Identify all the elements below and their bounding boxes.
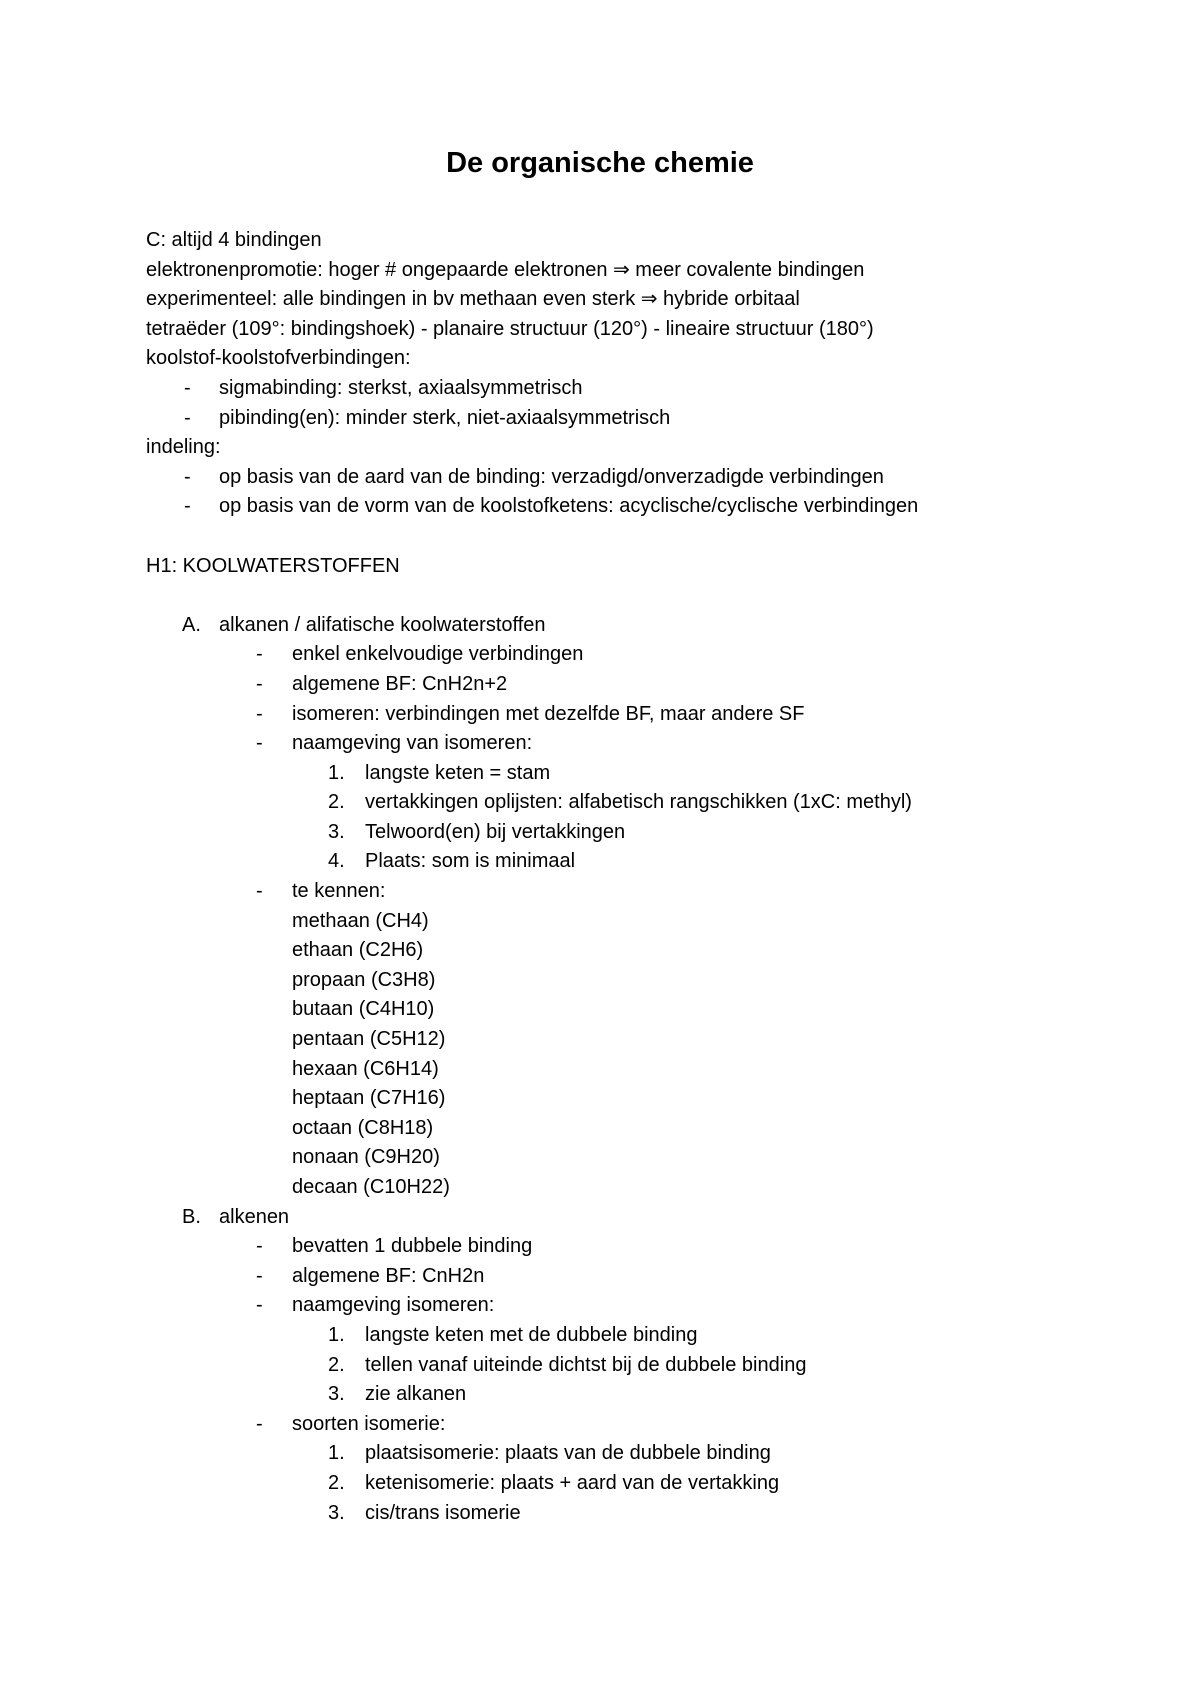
dash-marker: - xyxy=(256,702,263,725)
numbered-item xyxy=(146,759,1146,789)
section-heading-b xyxy=(146,1203,1146,1233)
number-marker: 1. xyxy=(328,1442,345,1465)
list-item-text: pibinding(en): minder sterk, niet-axiaalsymmetrisch xyxy=(219,406,671,429)
alkane-name: octaan (C8H18) xyxy=(292,1116,434,1139)
numbered-item-text: ketenisomerie: plaats + aard van de vertakking xyxy=(365,1471,780,1494)
list-item-text: algemene BF: CnH2n+2 xyxy=(292,672,508,695)
list-item-text: te kennen: xyxy=(292,880,386,903)
list-item xyxy=(146,1410,1146,1440)
alkane-entry xyxy=(146,995,1146,1025)
number-marker: 3. xyxy=(328,1383,345,1406)
letter-marker: B. xyxy=(182,1205,201,1228)
indeling-label: indeling: xyxy=(146,436,221,459)
section-label: alkenen xyxy=(219,1205,290,1228)
number-marker: 4. xyxy=(328,850,345,873)
dash-marker: - xyxy=(256,643,263,666)
list-item-text: algemene BF: CnH2n xyxy=(292,1264,485,1287)
dash-marker: - xyxy=(184,376,191,399)
list-item xyxy=(146,1291,1146,1321)
alkane-entry xyxy=(146,1143,1146,1173)
section-label: alkanen / alifatische koolwaterstoffen xyxy=(219,613,546,636)
intro-line: elektronenpromotie: hoger # ongepaarde elektronen ⇒ meer covalente bindingen xyxy=(146,258,865,281)
dash-marker: - xyxy=(256,672,263,695)
list-item-text: naamgeving van isomeren: xyxy=(292,732,533,755)
numbered-item xyxy=(146,1469,1146,1499)
intro-line: experimenteel: alle bindingen in bv methaan even sterk ⇒ hybride orbitaal xyxy=(146,288,800,311)
alkane-name: methaan (CH4) xyxy=(292,909,429,932)
dash-marker: - xyxy=(184,406,191,429)
dash-marker: - xyxy=(184,495,191,518)
dash-marker: - xyxy=(256,880,263,903)
document-body xyxy=(146,226,1146,1528)
spacer xyxy=(146,581,1146,611)
alkane-entry xyxy=(146,1055,1146,1085)
dash-marker: - xyxy=(184,465,191,488)
section-heading-a xyxy=(146,611,1146,641)
list-item-text: op basis van de vorm van de koolstofketens: acyclische/cyclische verbindingen xyxy=(219,495,919,518)
list-item xyxy=(146,463,1146,493)
number-marker: 2. xyxy=(328,1353,345,1376)
list-item xyxy=(146,700,1146,730)
alkane-entry xyxy=(146,1114,1146,1144)
alkane-entry xyxy=(146,966,1146,996)
number-marker: 1. xyxy=(328,1323,345,1346)
alkane-name: hexaan (C6H14) xyxy=(292,1057,439,1080)
number-marker: 2. xyxy=(328,1471,345,1494)
alkane-name: nonaan (C9H20) xyxy=(292,1146,440,1169)
alkane-name: propaan (C3H8) xyxy=(292,968,436,991)
list-item-text: isomeren: verbindingen met dezelfde BF, maar andere SF xyxy=(292,702,805,725)
numbered-item-text: zie alkanen xyxy=(365,1383,467,1406)
list-item-text: soorten isomerie: xyxy=(292,1412,446,1435)
numbered-item xyxy=(146,788,1146,818)
dash-marker: - xyxy=(256,732,263,755)
list-item-text: naamgeving isomeren: xyxy=(292,1294,495,1317)
list-item-text: sigmabinding: sterkst, axiaalsymmetrisch xyxy=(219,376,583,399)
number-marker: 2. xyxy=(328,791,345,814)
list-item xyxy=(146,1262,1146,1292)
dash-marker: - xyxy=(256,1264,263,1287)
list-item-text: enkel enkelvoudige verbindingen xyxy=(292,643,584,666)
numbered-item-text: cis/trans isomerie xyxy=(365,1501,521,1524)
list-item-text: op basis van de aard van de binding: verzadigd/onverzadigde verbindingen xyxy=(219,465,884,488)
numbered-item xyxy=(146,1351,1146,1381)
numbered-item xyxy=(146,1499,1146,1529)
alkane-entry xyxy=(146,907,1146,937)
intro-line: tetraëder (109°: bindingshoek) - planaire structuur (120°) - lineaire structuur (180°) xyxy=(146,317,874,340)
dash-marker: - xyxy=(256,1412,263,1435)
list-item-text: bevatten 1 dubbele binding xyxy=(292,1235,533,1258)
numbered-item-text: Telwoord(en) bij vertakkingen xyxy=(365,820,626,843)
dash-marker: - xyxy=(256,1294,263,1317)
number-marker: 1. xyxy=(328,761,345,784)
numbered-item-text: tellen vanaf uiteinde dichtst bij de dubbele binding xyxy=(365,1353,807,1376)
list-item xyxy=(146,492,1146,522)
intro-line: koolstof-koolstofverbindingen: xyxy=(146,347,411,370)
chapter-heading: H1: KOOLWATERSTOFFEN xyxy=(146,554,400,577)
number-marker: 3. xyxy=(328,1501,345,1524)
list-item xyxy=(146,1232,1146,1262)
list-item xyxy=(146,404,1146,434)
alkane-name: butaan (C4H10) xyxy=(292,998,435,1021)
numbered-item-text: langste keten = stam xyxy=(365,761,551,784)
alkane-entry xyxy=(146,1173,1146,1203)
intro-line: C: altijd 4 bindingen xyxy=(146,229,322,251)
spacer xyxy=(146,522,1146,552)
list-item xyxy=(146,374,1146,404)
alkane-entry xyxy=(146,936,1146,966)
document-title: De organische chemie xyxy=(446,147,754,179)
numbered-item-text: Plaats: som is minimaal xyxy=(365,850,576,873)
numbered-item xyxy=(146,1321,1146,1351)
alkane-name: ethaan (C2H6) xyxy=(292,939,424,962)
numbered-item-text: plaatsisomerie: plaats van de dubbele binding xyxy=(365,1442,771,1465)
list-item xyxy=(146,877,1146,907)
numbered-item xyxy=(146,1439,1146,1469)
alkane-entry xyxy=(146,1084,1146,1114)
list-item xyxy=(146,729,1146,759)
numbered-item-text: langste keten met de dubbele binding xyxy=(365,1323,698,1346)
numbered-item xyxy=(146,818,1146,848)
letter-marker: A. xyxy=(182,613,201,636)
number-marker: 3. xyxy=(328,820,345,843)
list-item xyxy=(146,670,1146,700)
dash-marker: - xyxy=(256,1235,263,1258)
numbered-item-text: vertakkingen oplijsten: alfabetisch rangschikken (1xC: methyl) xyxy=(365,791,912,814)
numbered-item xyxy=(146,1380,1146,1410)
alkane-entry xyxy=(146,1025,1146,1055)
alkane-name: decaan (C10H22) xyxy=(292,1176,450,1198)
alkane-name: heptaan (C7H16) xyxy=(292,1087,446,1110)
alkane-name: pentaan (C5H12) xyxy=(292,1028,446,1051)
list-item xyxy=(146,640,1146,670)
numbered-item xyxy=(146,847,1146,877)
